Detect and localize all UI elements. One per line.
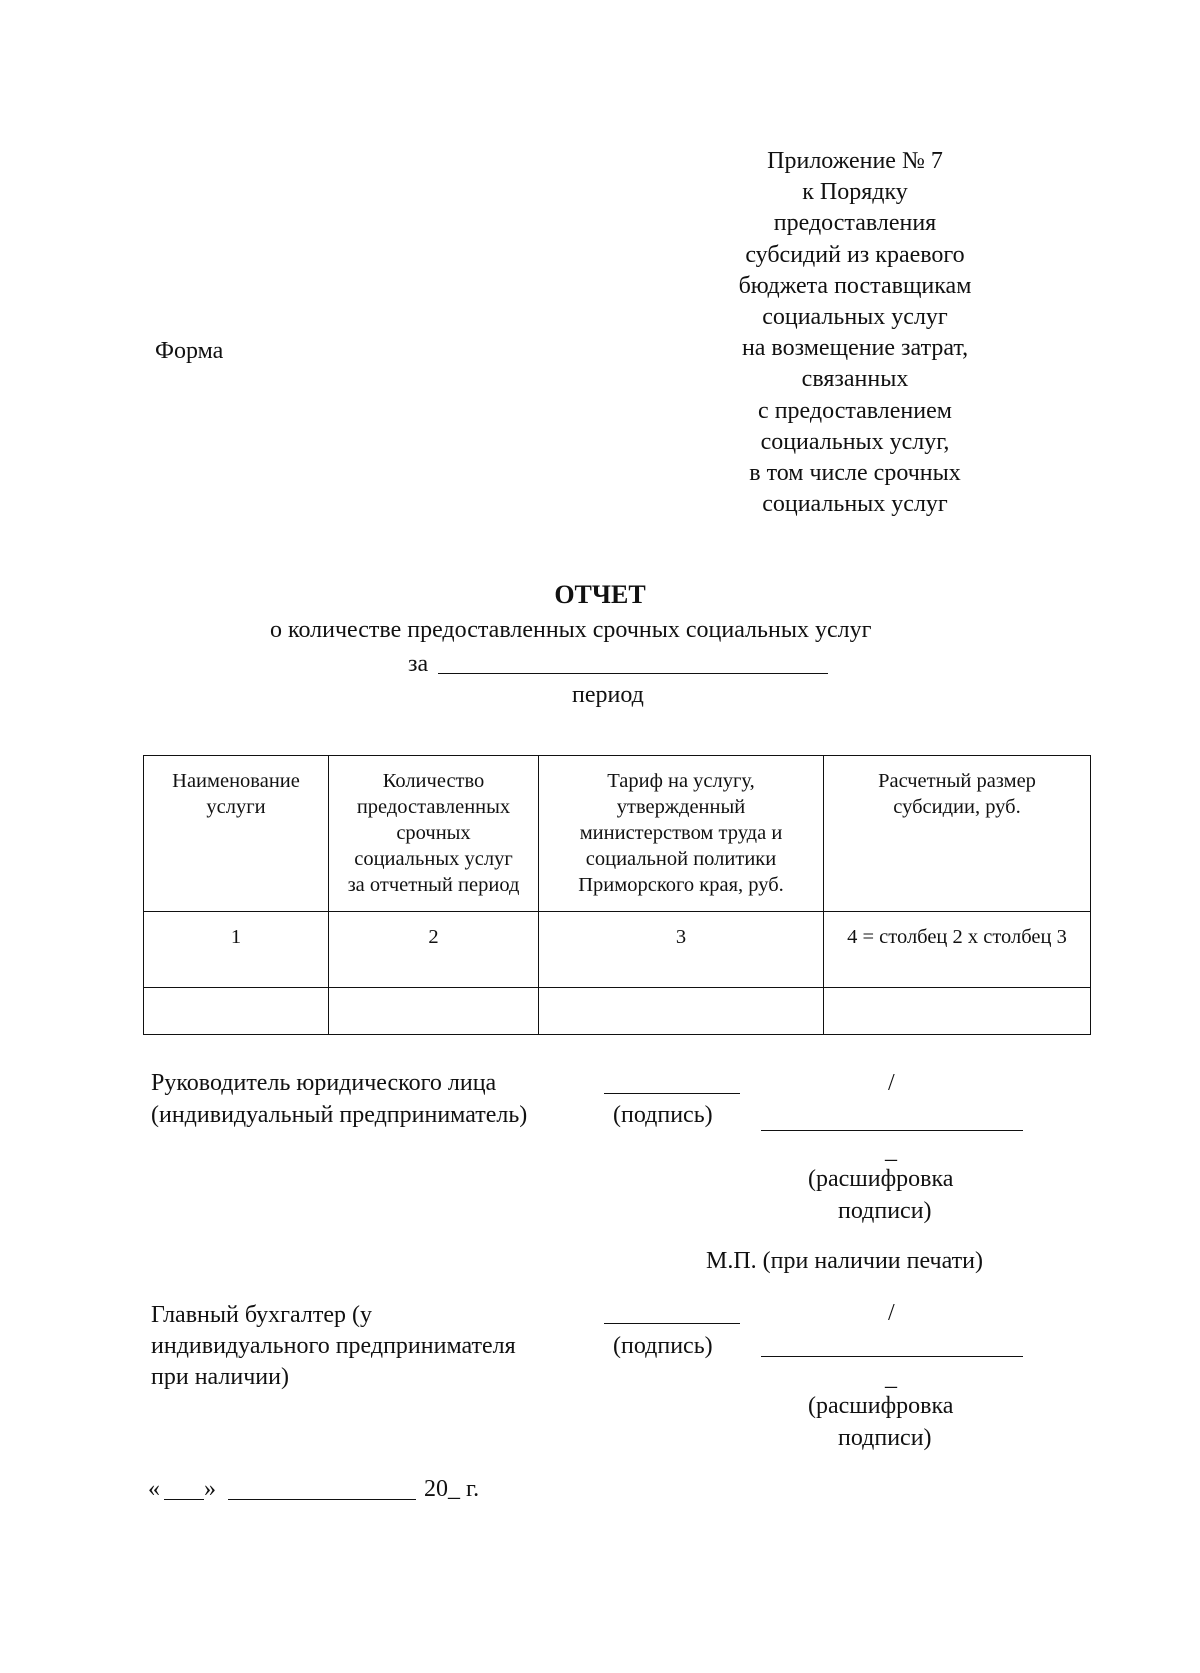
appendix-line: в том числе срочных [749,460,961,487]
accountant-signature-label: (подпись) [613,1333,713,1359]
accountant-dash: _ [885,1365,897,1391]
appendix-line: с предоставлением [758,397,952,424]
accountant-title-line3: при наличии) [151,1364,289,1390]
appendix-line: социальных услуг [762,491,948,518]
period-caption: период [572,682,644,708]
date-day-field[interactable] [164,1499,204,1500]
header-text: предоставленных [356,796,511,818]
head-title-line2: (индивидуальный предприниматель) [151,1102,528,1128]
head-decode-line1: (расшифровка [808,1166,954,1192]
report-table [143,755,1091,1035]
accountant-decode-line1: (расшифровка [808,1393,954,1419]
header-text: Наименование [172,770,300,792]
header-text: Количество [382,770,485,792]
appendix-line: к Порядку [802,179,908,206]
header-text: Тариф на услугу, [607,770,755,792]
header-text: услуги [206,796,266,818]
table-row [144,988,1091,1035]
head-signature-label: (подпись) [613,1102,713,1128]
header-cell-quantity [329,756,539,912]
date-close-quote: » [204,1476,216,1502]
appendix-line: бюджета поставщикам [738,272,972,299]
header-text: срочных [396,822,471,844]
appendix-line: Приложение № 7 [767,148,943,174]
report-subtitle: о количестве предоставленных срочных социальных услуг [270,617,872,643]
appendix-line: на возмещение затрат, [741,335,969,362]
head-title-line1: Руководитель юридического лица [151,1070,497,1096]
period-prefix: за [408,651,429,677]
head-decode-line2: подписи) [838,1198,932,1224]
number-cell: 2 [329,912,539,988]
header-text: министерством труда и [579,822,783,844]
form-label: Форма [155,338,224,364]
head-slash: / [888,1070,895,1096]
header-text: социальной политики [585,848,777,870]
accountant-decode-field[interactable] [761,1356,1023,1357]
table-header-row [144,756,1091,912]
head-dash: _ [885,1138,897,1164]
number-cell: 3 [539,912,824,988]
empty-cell[interactable] [539,988,824,1035]
empty-cell[interactable] [144,988,329,1035]
date-year: 20_ г. [424,1476,480,1502]
accountant-decode-line2: подписи) [838,1425,932,1451]
header-text: за отчетный период [347,874,520,896]
header-cell-tariff [539,756,824,912]
header-cell-service-name [144,756,329,912]
accountant-signature-field[interactable] [604,1323,740,1324]
number-cell: 4 = столбец 2 х столбец 3 [824,912,1091,988]
table-number-row [144,912,1091,988]
appendix-line: социальных услуг, [760,428,950,455]
empty-cell[interactable] [824,988,1091,1035]
appendix-line: субсидий из краевого [745,241,965,268]
date-month-field[interactable] [228,1499,416,1500]
appendix-line: предоставления [773,210,937,237]
accountant-title-line1: Главный бухгалтер (у [151,1302,372,1328]
appendix-line: социальных услуг [762,304,948,331]
stamp-label: М.П. (при наличии печати) [706,1248,983,1274]
empty-cell[interactable] [329,988,539,1035]
header-text: Приморского края, руб. [578,874,784,896]
head-signature-field[interactable] [604,1093,740,1094]
header-text: субсидии, руб. [893,796,1021,818]
date-open-quote: « [148,1476,160,1502]
appendix-block [690,146,1020,520]
report-title: ОТЧЕТ [554,580,646,609]
header-text: Расчетный размер [878,770,1036,792]
accountant-title-line2: индивидуального предпринимателя [151,1333,516,1359]
header-text: социальных услуг [354,848,513,870]
header-cell-subsidy [824,756,1091,912]
head-decode-field[interactable] [761,1130,1023,1131]
number-cell: 1 [144,912,329,988]
header-text: утвержденный [616,796,746,818]
accountant-slash: / [888,1300,895,1326]
period-field[interactable] [438,673,828,674]
appendix-line: связанных [801,366,909,393]
